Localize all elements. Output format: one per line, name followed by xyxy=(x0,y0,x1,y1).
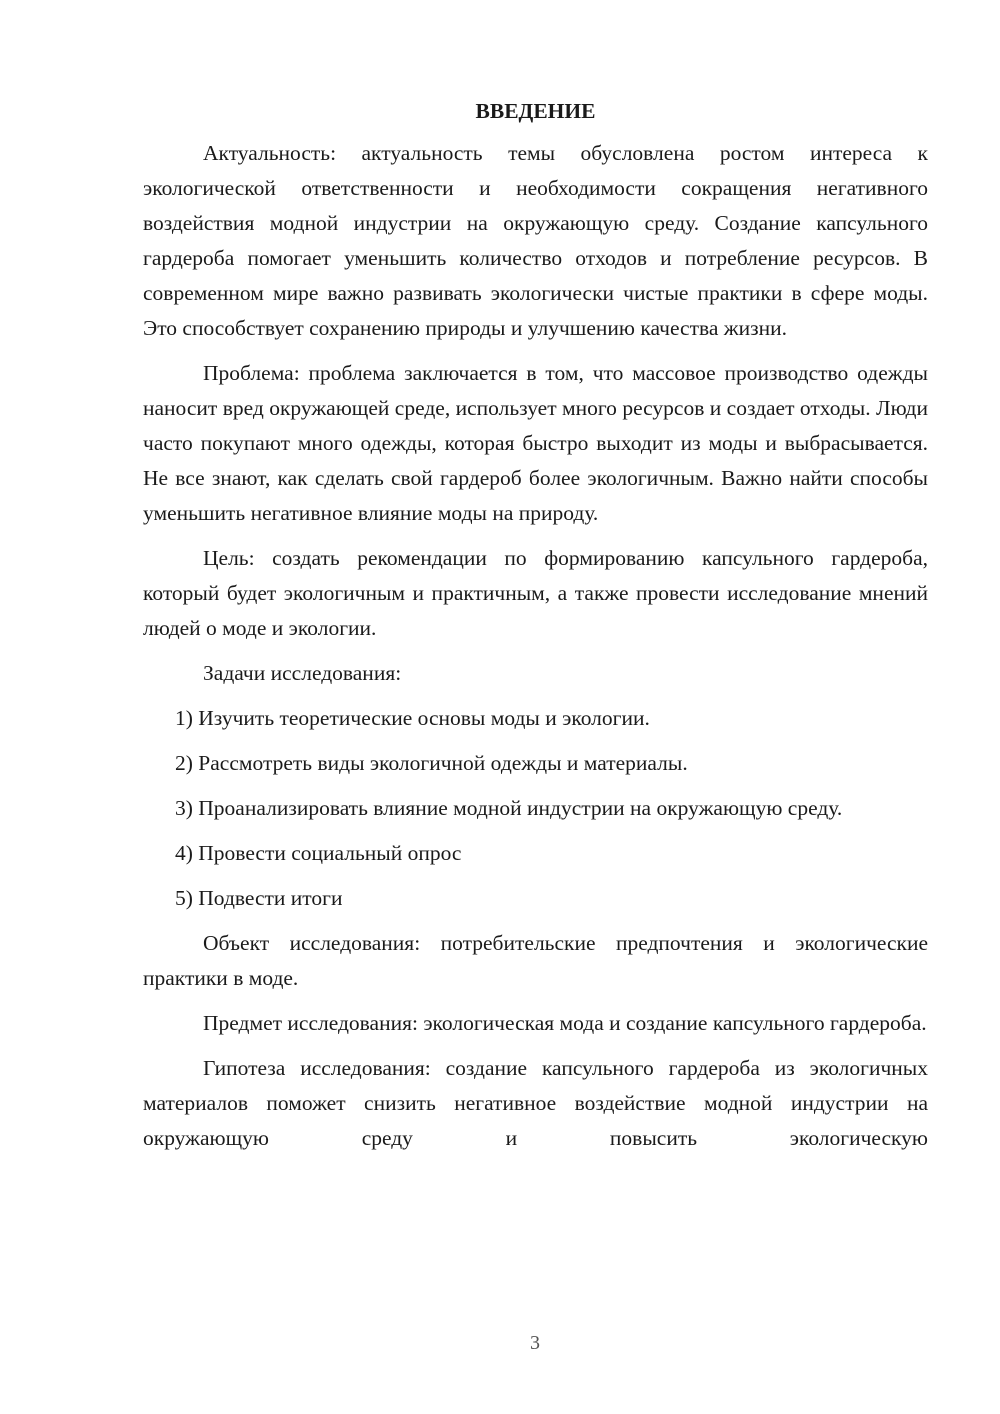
task-item-2: 2) Рассмотреть виды экологичной одежды и материалы. xyxy=(175,751,688,775)
section-title: ВВЕДЕНИЕ xyxy=(475,99,596,123)
paragraph-relevance: Актуальность: актуальность темы обусловлена ростом интереса к экологической ответственности и необходимости сокращения негативного воздействия модной индустрии на окружающую среду. Создание капсульного гардероба помогает уменьшить количество отходов и потребление ресурсов. В современном мире важно развивать экологически чистые практики в сфере моды. Это способствует сохранению природы и улучшению качества жизни. xyxy=(143,141,928,340)
document-page xyxy=(143,96,928,1166)
paragraph-object: Объект исследования: потребительские предпочтения и экологические практики в моде. xyxy=(143,931,928,990)
task-item-1: 1) Изучить теоретические основы моды и экологии. xyxy=(175,706,650,730)
paragraph-hypothesis: Гипотеза исследования: создание капсульного гардероба из экологичных материалов поможет снизить негативное воздействие модной индустрии на окружающую среду и повысить экологическую xyxy=(143,1056,928,1150)
task-item-4: 4) Провести социальный опрос xyxy=(175,841,462,865)
paragraph-subject: Предмет исследования: экологическая мода и создание капсульного гардероба. xyxy=(203,1011,927,1035)
page-number: 3 xyxy=(530,1332,540,1354)
task-item-5: 5) Подвести итоги xyxy=(175,886,343,910)
paragraph-goal: Цель: создать рекомендации по формированию капсульного гардероба, который будет экологичным и практичным, а также провести исследование мнений людей о моде и экологии. xyxy=(143,546,928,640)
task-item-3: 3) Проанализировать влияние модной индустрии на окружающую среду. xyxy=(175,796,843,820)
paragraph-problem: Проблема: проблема заключается в том, что массовое производство одежды наносит вред окружающей среде, использует много ресурсов и создает отходы. Люди часто покупают много одежды, которая быстро выходит из моды и выбрасывается. Не все знают, как сделать свой гардероб более экологичным. Важно найти способы уменьшить негативное влияние моды на природу. xyxy=(143,361,928,525)
paragraph-tasks-heading: Задачи исследования: xyxy=(203,661,402,685)
